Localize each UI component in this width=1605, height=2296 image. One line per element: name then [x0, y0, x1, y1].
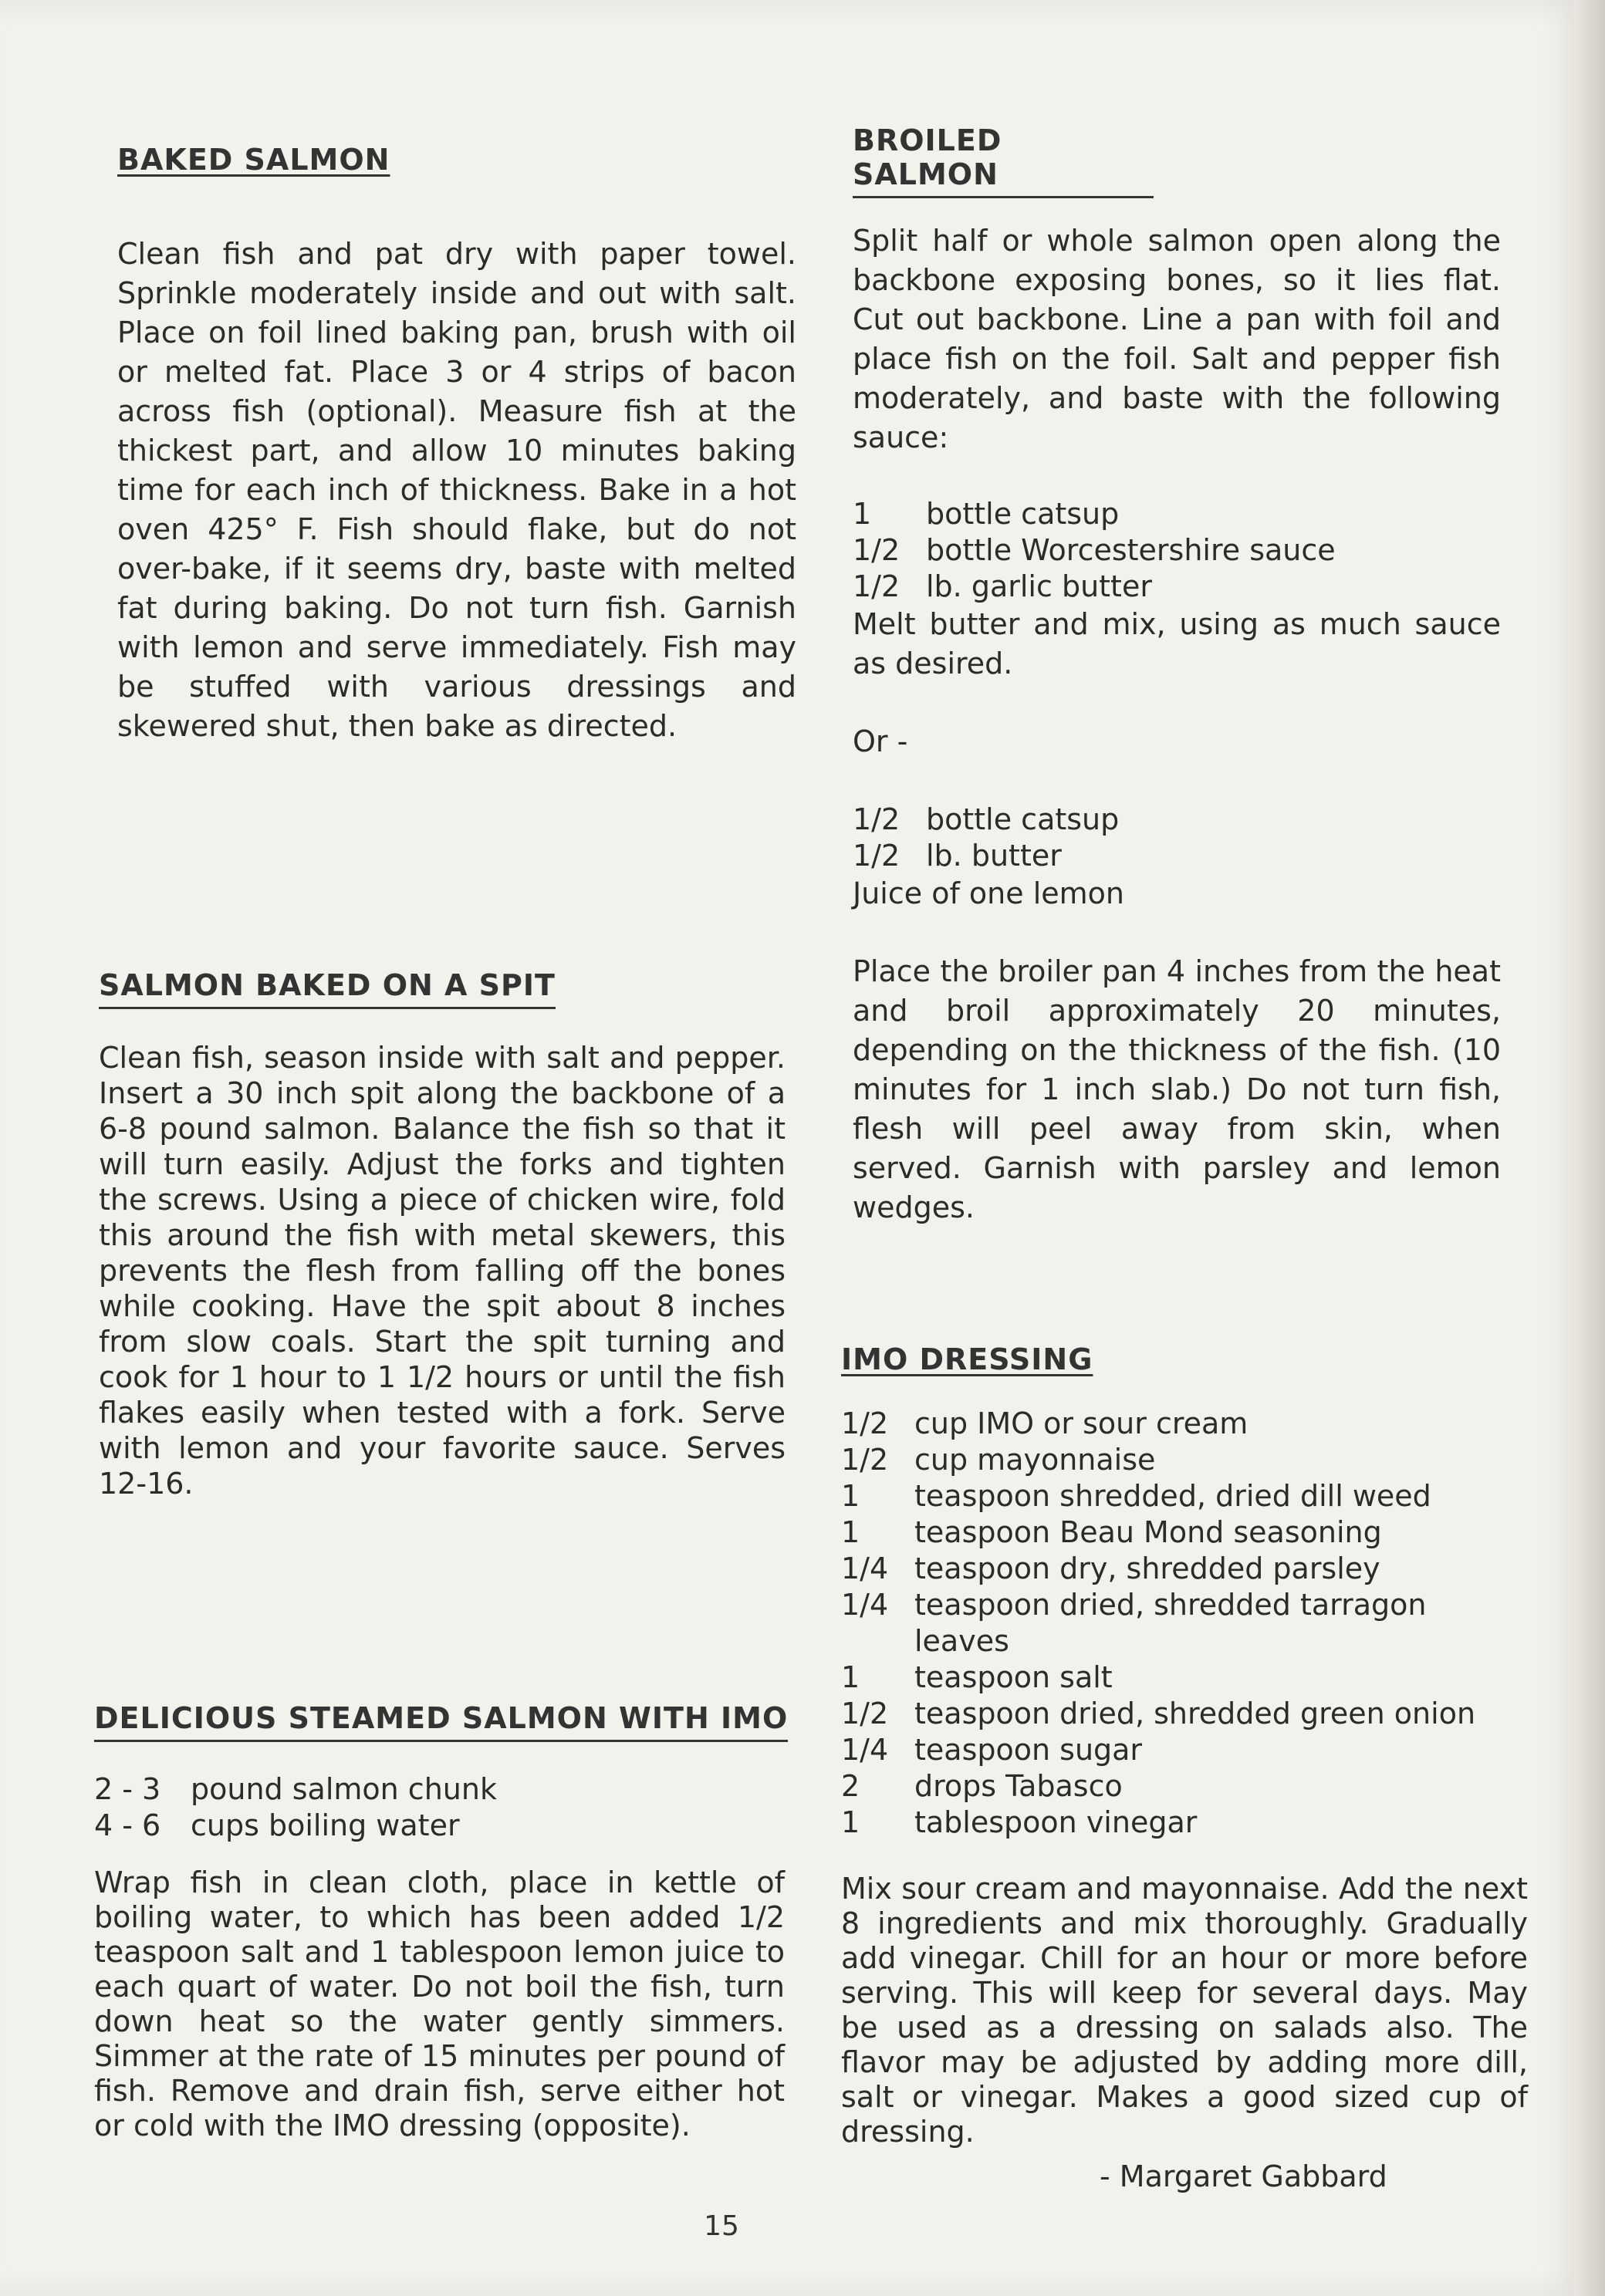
baked-salmon-title: BAKED SALMON — [117, 143, 390, 177]
ingredient-row: 1/2 bottle Worcestershire sauce — [853, 533, 1336, 567]
ingredient-row: 1/2 cup mayonnaise — [841, 1443, 1156, 1477]
spit-salmon-title: SALMON BAKED ON A SPIT — [99, 968, 556, 1009]
ingredient-row: 1 bottle catsup — [853, 497, 1120, 531]
spit-salmon-text: Clean fish, season inside with salt and pepper. Insert a 30 inch spit along the backbone of a 6-8 pound salmon. Balance the fish so that it will turn easily. Adjust the forks and tighten the screws. Using a piece of chicken wire, fold this around the fish with metal skewers, this prevents the flesh from falling off the bones while cooking. Have the spit about 8 inches from slow coals. Start the spit turning and cook for 1 hour to 1 1/2 hours or until the fish flakes easily when tested with a fork. Serve with lemon and your favorite sauce. Serves 12-16. — [99, 1041, 786, 1501]
ingredient-row: 1 teaspoon shredded, dried dill weed — [841, 1479, 1431, 1513]
broiled-salmon-section — [853, 123, 1574, 1227]
baked-salmon-section — [93, 143, 802, 746]
ingredient-row: 1/2 cup IMO or sour cream — [841, 1406, 1249, 1440]
ingredient-row: 1/2 lb. garlic butter — [853, 569, 1152, 603]
broiled-salmon-intro: Split half or whole salmon open along the backbone exposing bones, so it lies flat. Cut out backbone. Line a pan with foil and place fish on the foil. Salt and pepper fish moderately, and baste with the following sauce: — [853, 224, 1501, 454]
ingredient-row: 1/4 teaspoon dry, shredded parsley — [841, 1551, 1380, 1585]
sauce-two-extra: Juice of one lemon — [853, 876, 1124, 910]
ingredient-row: 1/2 bottle catsup — [853, 802, 1120, 836]
steamed-salmon-ingredients — [94, 1771, 804, 1844]
ingredient-row: 1 teaspoon Beau Mond seasoning — [841, 1515, 1382, 1549]
spit-salmon-section — [99, 968, 809, 1501]
steamed-salmon-text: Wrap fish in clean cloth, place in kettle of boiling water, to which has been added 1/2 teaspoon salt and 1 tablespoon lemon juice to each quart of water. Do not boil the fish, turn down heat so the water gently simmers. Simmer at the rate of 15 minutes per pound of fish. Remove and drain fish, serve either hot or cold with the IMO dressing (opposite). — [94, 1866, 785, 2142]
broiled-sauce-two — [853, 802, 1574, 874]
broiled-salmon-title: BROILED SALMON — [853, 123, 1154, 198]
ingredient-row: 1 teaspoon salt — [841, 1660, 1113, 1694]
page-edge — [1574, 0, 1605, 2296]
ingredient-row: 1/2 teaspoon dried, shredded green onion — [841, 1697, 1476, 1730]
imo-dressing-title: IMO DRESSING — [841, 1342, 1093, 1376]
imo-dressing-section — [841, 1342, 1563, 2196]
sauce-one-note: Melt butter and mix, using as much sauce as desired. — [853, 607, 1501, 680]
ingredient-row: 1 tablespoon vinegar — [841, 1805, 1198, 1839]
ingredient-row: 1/2 lb. butter — [853, 839, 1062, 873]
page-number: 15 — [704, 2210, 739, 2242]
recipe-author: - Margaret Gabbard — [1100, 2159, 1387, 2193]
ingredient-row: 1/4 teaspoon sugar — [841, 1733, 1143, 1767]
baked-salmon-text: Clean fish and pat dry with paper towel. Sprinkle moderately inside and out with salt. Place on foil lined baking pan, brush with oil or melted fat. Place 3 or 4 strips of bacon across fish (optional). Measure fish at the thickest part, and allow 10 minutes baking time for each inch of thickness. Bake in a hot oven 425° F. Fish should flake, but do not over-bake, if it seems dry, baste with melted fat during baking. Do not turn fish. Garnish with lemon and serve immediately. Fish may be stuffed with various dressings and skewered shut, then bake as directed. — [117, 237, 796, 743]
ingredient-row: 2 - 3 pound salmon chunk — [94, 1772, 497, 1806]
broiled-sauce-one — [853, 496, 1574, 605]
ingredient-row: 1/4 teaspoon dried, shredded tarragon leaves — [841, 1588, 1427, 1658]
ingredient-row: 2 drops Tabasco — [841, 1769, 1123, 1803]
ingredient-row: 4 - 6 cups boiling water — [94, 1808, 460, 1842]
broiled-salmon-text: Place the broiler pan 4 inches from the heat and broil approximately 20 minutes, depending on the thickness of the fish. (10 minutes for 1 inch slab.) Do not turn fish, flesh will peel away from skin, when served. Garnish with parsley and lemon wedges. — [853, 954, 1501, 1224]
or-text: Or - — [853, 724, 908, 758]
steamed-salmon-section — [94, 1701, 804, 2143]
imo-ingredients — [841, 1406, 1566, 1841]
steamed-salmon-title: DELICIOUS STEAMED SALMON WITH IMO — [94, 1701, 788, 1742]
imo-dressing-text: Mix sour cream and mayonnaise. Add the next 8 ingredients and mix thoroughly. Gradually add vinegar. Chill for an hour or more before serving. This will keep for several days. May be used as a dressing on salads also. The flavor may be adjusted by adding more dill, salt or vinegar. Makes a good sized cup of dressing. — [841, 1872, 1528, 2149]
